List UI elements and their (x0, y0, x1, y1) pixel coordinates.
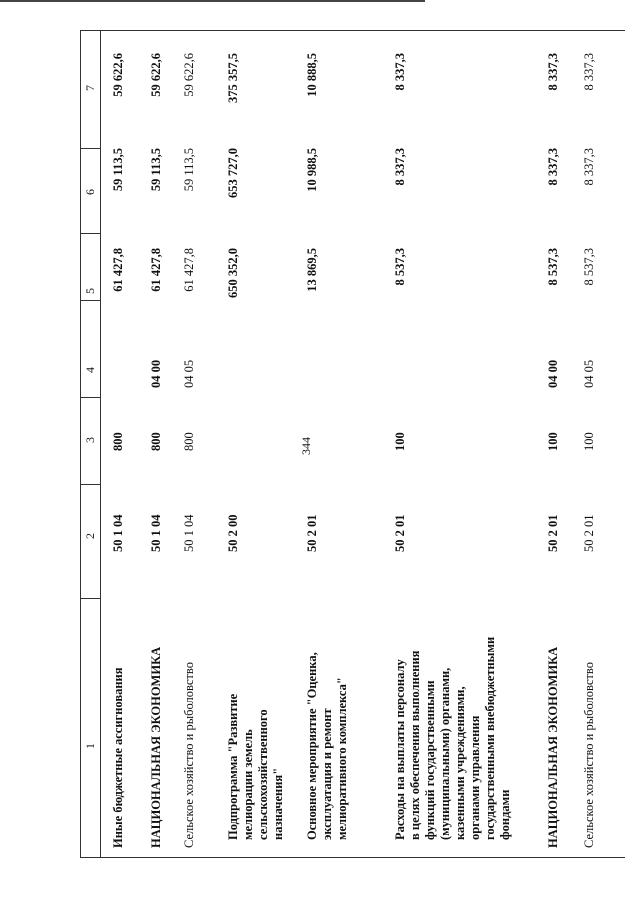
row-3-name: Сельское хозяйство и рыболовство (182, 662, 196, 848)
row-6-name-line-8: фондами (497, 789, 512, 840)
column-header-1: 1 (83, 743, 97, 749)
row-6-value-col5: 8 537,3 (392, 248, 407, 286)
row-4-name-line-1: Подпрограмма "Развитие (225, 693, 240, 840)
row-6-name-line-5: казенными учреждениями, (452, 686, 467, 840)
row-6-value-col6: 8 337,3 (392, 148, 407, 186)
row-8-section-cell: 04 05 (582, 359, 596, 388)
row-1-name: Иные бюджетные ассигнования (111, 667, 125, 848)
row-7-type-cell: 100 (546, 432, 560, 451)
column-header-7: 7 (83, 85, 97, 91)
row-2-value-col6: 59 113,5 (149, 148, 163, 192)
row-4-code-cell: 50 2 00 (225, 514, 240, 552)
row-2-value-col7: 59 622,6 (149, 53, 163, 97)
row-3-section-cell: 04 05 (182, 359, 196, 388)
row-7-section-cell: 04 00 (546, 359, 560, 388)
row-6-name-line-2: в целях обеспечения выполнения (407, 650, 422, 840)
row-6-name-line-1: Расходы на выплаты персоналу (392, 659, 407, 840)
column-separator (80, 148, 100, 149)
header-left-rule (80, 30, 81, 858)
row-1-value-col7: 59 622,6 (111, 53, 125, 97)
row-6-value-col7: 8 337,3 (392, 53, 407, 91)
row-5-value-col6: 10 988,5 (305, 148, 319, 192)
row-3-value-col5: 61 427,8 (182, 248, 196, 292)
row-2-name: НАЦИОНАЛЬНАЯ ЭКОНОМИКА (149, 646, 163, 848)
row-4-value-col5: 650 352,0 (225, 248, 240, 298)
row-4-name-line-4: назначения" (270, 767, 285, 840)
row-6-type-cell: 100 (392, 432, 407, 451)
row-7-value-col7: 8 337,3 (546, 53, 560, 91)
row-2-value-col5: 61 427,8 (149, 248, 163, 292)
row-5-name-line-2: эксплуатация и ремонт (320, 708, 334, 840)
column-separator (80, 397, 100, 398)
row-1-code-cell: 50 1 04 (111, 514, 125, 552)
row-2-type-cell: 800 (149, 432, 163, 451)
column-header-4: 4 (83, 367, 97, 373)
column-separator (80, 484, 100, 485)
page-number: 344 (299, 437, 313, 455)
row-4-name-line-3: сельскохозяйственного (255, 709, 270, 840)
row-3-code-cell: 50 1 04 (182, 514, 196, 552)
column-separator (80, 598, 100, 599)
row-8-code-cell: 50 2 01 (582, 514, 596, 552)
row-3-value-col6: 59 113,5 (182, 148, 196, 192)
table-bottom-rule (80, 857, 625, 858)
column-header-3: 3 (83, 437, 97, 443)
header-right-rule (100, 30, 101, 858)
row-3-value-col7: 59 622,6 (182, 53, 196, 97)
row-7-code-cell: 50 2 01 (546, 514, 560, 552)
row-5-name-line-1: Основное мероприятие "Оценка, (305, 652, 319, 840)
row-8-value-col7: 8 337,3 (582, 53, 596, 91)
row-3-type-cell: 800 (182, 432, 196, 451)
row-7-name: НАЦИОНАЛЬНАЯ ЭКОНОМИКА (546, 646, 560, 848)
row-5-code-cell: 50 2 01 (305, 514, 319, 552)
row-7-value-col6: 8 337,3 (546, 148, 560, 186)
row-6-name-line-3: функций государственными (422, 680, 437, 840)
row-8-type-cell: 100 (582, 432, 596, 451)
row-6-name-line-7: государственными внебюджетными (482, 636, 497, 840)
row-5-name-line-3: мелиоративного комплекса" (335, 677, 349, 840)
row-6-code-cell: 50 2 01 (392, 514, 407, 552)
row-5-value-col5: 13 869,5 (305, 248, 319, 292)
row-5-value-col7: 10 888,5 (305, 53, 319, 97)
row-6-name-line-6: органами управления (467, 715, 482, 840)
table-top-rule (80, 30, 625, 31)
row-4-name-line-2: мелиорации земель (240, 729, 255, 840)
row-8-value-col5: 8 537,3 (582, 248, 596, 286)
column-header-5: 5 (83, 288, 97, 294)
row-4-value-col6: 653 727,0 (225, 148, 240, 198)
row-1-value-col5: 61 427,8 (111, 248, 125, 292)
row-1-type-cell: 800 (111, 432, 125, 451)
row-1-value-col6: 59 113,5 (111, 148, 125, 192)
row-8-name: Сельское хозяйство и рыболовство (582, 662, 596, 848)
row-4-value-col7: 375 357,5 (225, 53, 240, 103)
row-2-code-cell: 50 1 04 (149, 514, 163, 552)
column-header-2: 2 (83, 533, 97, 539)
row-2-section-cell: 04 00 (149, 359, 163, 388)
row-8-value-col6: 8 337,3 (582, 148, 596, 186)
row-6-name-line-4: (муниципальными) органами, (437, 667, 452, 840)
column-separator (80, 233, 100, 234)
column-header-6: 6 (83, 189, 97, 195)
row-7-value-col5: 8 537,3 (546, 248, 560, 286)
